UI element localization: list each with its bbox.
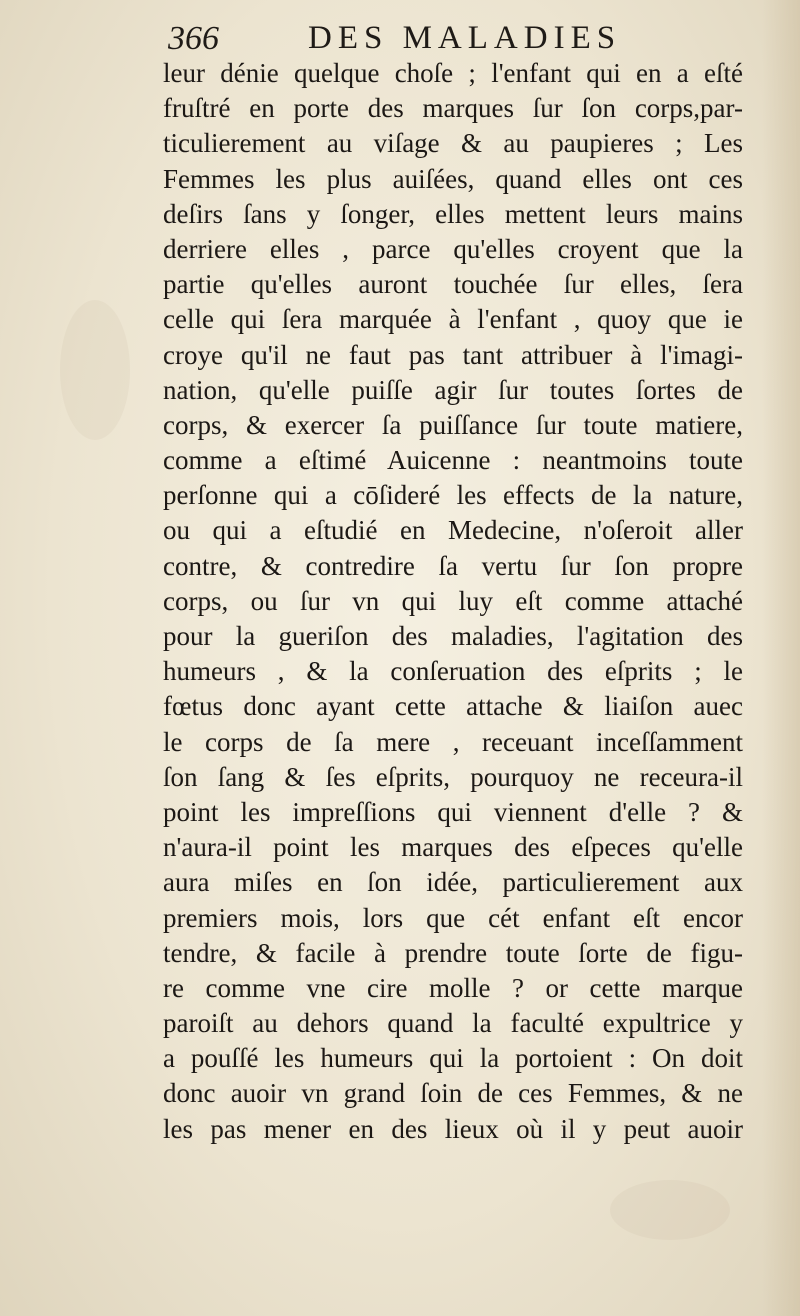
text-line: perſonne qui a cōſideré les effects de la nature, <box>163 480 743 511</box>
running-title: DES MALADIES <box>308 20 622 56</box>
text-line: corps, & exercer ſa puiſſance ſur toute matiere, <box>163 409 743 440</box>
text-line: derriere elles , parce qu'elles croyent que la <box>163 233 743 264</box>
text-line: partie qu'elles auront touchée ſur elles, ſera <box>163 269 743 300</box>
text-line: croye qu'il ne faut pas tant attribuer à l'imagi- <box>163 339 743 370</box>
body-text <box>163 56 743 1147</box>
text-line: humeurs , & la conſeruation des eſprits ; le <box>163 656 743 687</box>
text-line: n'aura-il point les marques des eſpeces qu'elle <box>163 832 743 863</box>
text-line: les pas mener en des lieux où il y peut auoir <box>163 1113 743 1144</box>
text-line: le corps de ſa mere , receuant inceſſamment <box>163 726 743 757</box>
text-line: fruſtré en porte des marques ſur ſon corps,par- <box>163 93 743 124</box>
text-line: fœtus donc ayant cette attache & liaiſon auec <box>163 691 743 722</box>
text-line: ticulierement au viſage & au paupieres ; Les <box>163 128 743 159</box>
text-line: aura miſes en ſon idée, particulierement aux <box>163 867 743 898</box>
text-line: ou qui a eſtudié en Medecine, n'oſeroit aller <box>163 515 743 546</box>
paper-stain <box>60 300 130 440</box>
text-line: pour la gueriſon des maladies, l'agitation des <box>163 621 743 651</box>
page-edge-shadow <box>762 0 800 1316</box>
text-line: paroiſt au dehors quand la faculté expultrice y <box>163 1008 743 1039</box>
text-line: re comme vne cire molle ? or cette marque <box>163 972 743 1003</box>
text-line: Femmes les plus auiſées, quand elles ont ces <box>163 163 743 194</box>
page-number: 366 <box>168 20 219 57</box>
text-line: leur dénie quelque choſe ; l'enfant qui en a eſté <box>163 58 743 88</box>
text-line: premiers mois, lors que cét enfant eſt encor <box>163 902 743 933</box>
text-line: celle qui ſera marquée à l'enfant , quoy que ie <box>163 304 743 335</box>
text-line: point les impreſſions qui viennent d'elle ? & <box>163 796 743 827</box>
text-line: ſon ſang & ſes eſprits, pourquoy ne receura-il <box>163 761 743 792</box>
text-line: nation, qu'elle puiſſe agir ſur toutes ſortes de <box>163 374 743 405</box>
text-line: donc auoir vn grand ſoin de ces Femmes, & ne <box>163 1078 743 1109</box>
text-line: deſirs ſans y ſonger, elles mettent leurs mains <box>163 198 743 229</box>
text-line: comme a eſtimé Auicenne : neantmoins toute <box>163 445 743 476</box>
text-line: corps, ou ſur vn qui luy eſt comme attaché <box>163 585 743 616</box>
paper-stain <box>610 1180 730 1240</box>
text-line: contre, & contredire ſa vertu ſur ſon propre <box>163 550 743 581</box>
text-line: tendre, & facile à prendre toute ſorte de figu- <box>163 937 743 968</box>
text-line: a pouſſé les humeurs qui la portoient : On doit <box>163 1043 743 1074</box>
